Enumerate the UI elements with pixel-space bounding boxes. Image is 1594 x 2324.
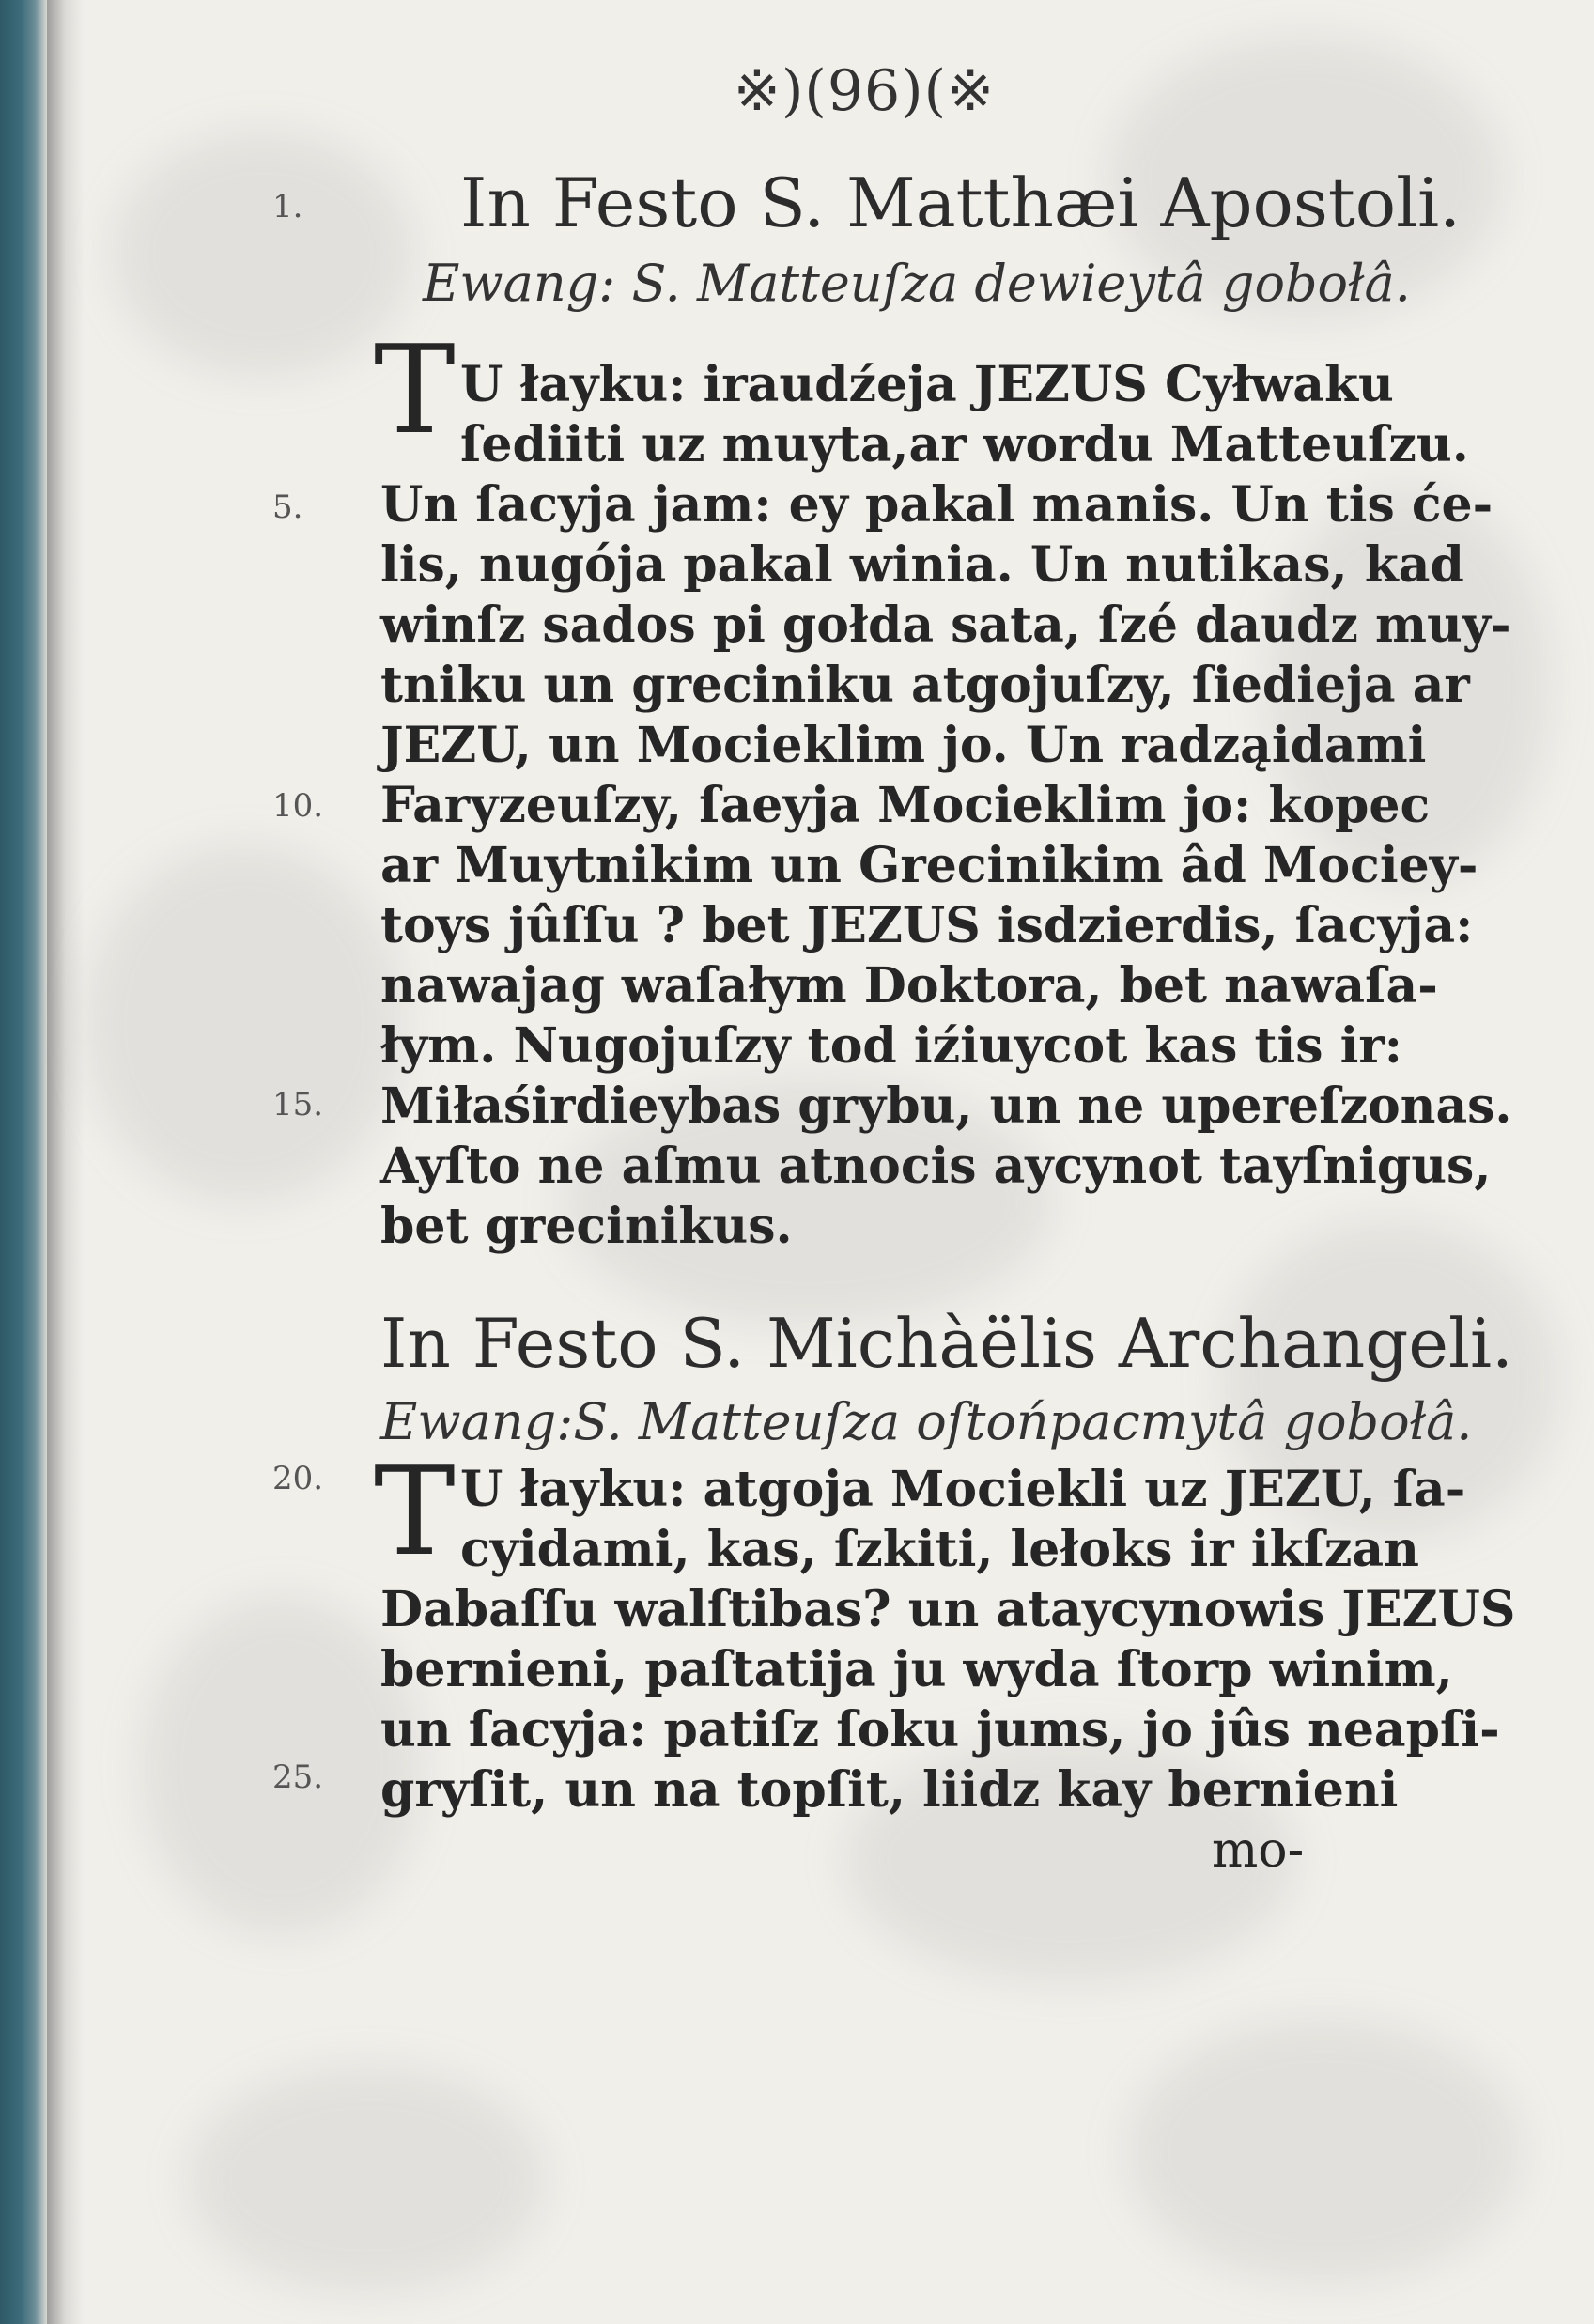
text-line: lis, nugója pakal winia. Un nutikas, kad [380, 536, 1464, 594]
text-line: cyidami, kas, ſzkiti, lełoks ir ikſzan [460, 1521, 1419, 1578]
section-subtitle: Ewang:S. Matteuſza oſtońpacmytâ gobołâ. [380, 1392, 1473, 1451]
text-line: Dabaſſu walſtibas? un ataycynowis JEZUS [380, 1581, 1516, 1638]
drop-cap: T [374, 318, 456, 461]
text-line: Faryzeuſzy, ſaeyja Mocieklim jo: kopec [380, 777, 1431, 834]
line-number: 10. [272, 787, 324, 825]
page-header: ※)(96)(※ [733, 58, 996, 124]
text-line: JEZU, un Mocieklim jo. Un radząidami [380, 717, 1427, 774]
text-line: un ſacyja: patiſz ſoku jums, jo jûs neapſi- [380, 1701, 1500, 1758]
text-line: tniku un greciniku atgojuſzy, ſiedieja ar [380, 657, 1470, 714]
text-line: Ayſto ne aſmu atnocis aycynot tayſnigus, [380, 1138, 1492, 1195]
line-number: 1. [272, 188, 303, 225]
text-line: gryſit, un na topſit, liidz kay bernieni [380, 1761, 1399, 1819]
text-line: toys jûſſu ? bet JEZUS isdzierdis, ſacyja: [380, 897, 1474, 954]
line-number: 5. [272, 488, 303, 526]
line-number: 25. [272, 1758, 324, 1796]
text-line: U łayku: atgoja Mociekli uz JEZU, ſa- [460, 1461, 1466, 1518]
text-line: winſz sados pi gołda sata, ſzé daudz muy- [380, 596, 1511, 654]
text-line: nawajag waſałym Doktora, bet nawaſa- [380, 957, 1438, 1015]
text-line: U łayku: iraudźeja JEZUS Cyłwaku [460, 356, 1394, 413]
text-line: Miłaśirdieybas grybu, un ne upereſzonas. [380, 1077, 1512, 1135]
text-line: bernieni, paſtatija ju wyda ſtorp winim, [380, 1641, 1453, 1698]
section-subtitle: Ewang: S. Matteuſza dewieytâ gobołâ. [423, 254, 1411, 313]
section-title: In Festo S. Michàëlis Archangeli. [380, 1304, 1513, 1383]
line-number: 15. [272, 1086, 324, 1123]
text-line: ar Muytnikim un Grecinikim âd Mociey- [380, 837, 1478, 894]
text-line: łym. Nugojuſzy tod iźiuycot kas tis ir: [380, 1017, 1402, 1075]
text-line: bet grecinikus. [380, 1198, 793, 1255]
catchword: mo- [1212, 1822, 1305, 1879]
text-line: ſediiti uz muyta,ar wordu Matteuſzu. [460, 416, 1469, 473]
line-number: 20. [272, 1460, 324, 1497]
drop-cap: T [374, 1440, 456, 1583]
section-title: In Festo S. Matthæi Apostoli. [460, 163, 1462, 242]
text-line: Un ſacyja jam: ey pakal manis. Un tis će- [380, 476, 1493, 534]
